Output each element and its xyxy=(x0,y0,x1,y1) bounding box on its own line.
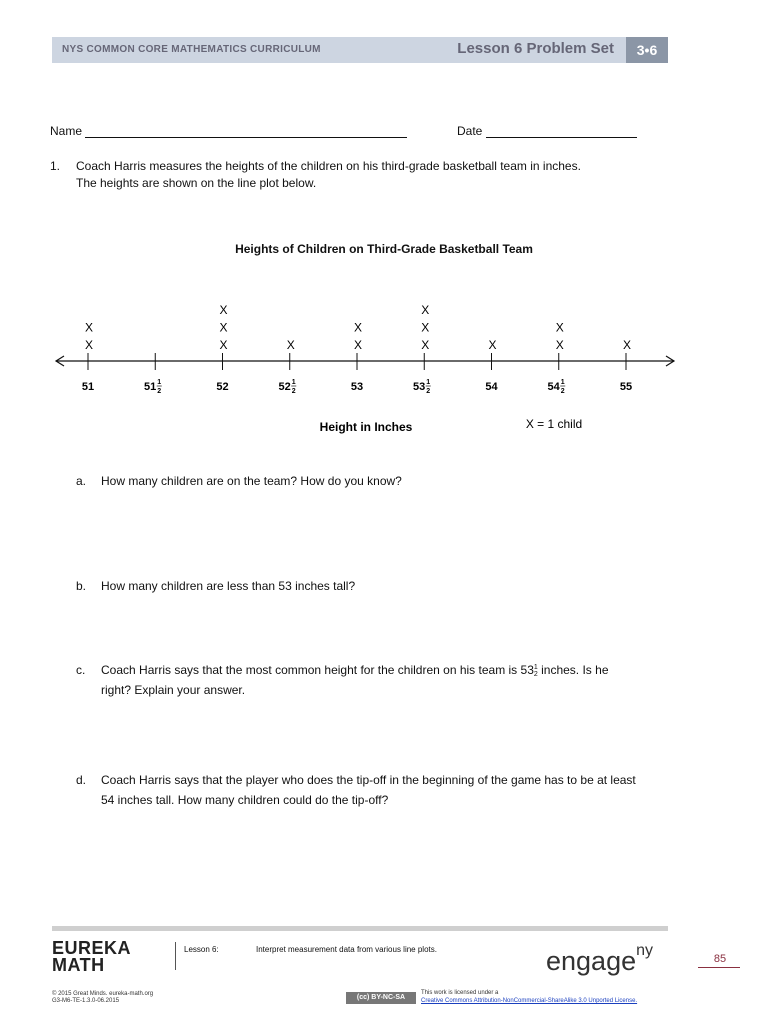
date-line[interactable] xyxy=(486,125,637,138)
data-point-x-mark: X xyxy=(555,338,564,352)
brand-sup: ny xyxy=(636,942,654,959)
part-text-line2: 54 inches tall. How many children could do the tip-off? xyxy=(101,793,389,807)
part-text: How many children are less than 53 inches tall? xyxy=(101,579,356,593)
cc-license-badge: (cc) BY-NC-SA xyxy=(346,992,416,1004)
date-field[interactable] xyxy=(457,124,637,138)
name-label: Name xyxy=(50,124,83,138)
data-point-x-mark: X xyxy=(286,338,295,352)
name-field[interactable] xyxy=(50,124,407,138)
tick-fraction-denominator: 2 xyxy=(291,388,296,395)
tick-fraction-numerator: 1 xyxy=(157,379,162,386)
engageny-logo xyxy=(546,942,654,977)
tick-label: 51 xyxy=(144,381,157,393)
legend-key: X = 1 child xyxy=(525,417,583,431)
data-point-x-mark: X xyxy=(84,320,94,335)
question-text-line2: The heights are shown on the line plot below. xyxy=(76,176,317,190)
footer-divider xyxy=(52,926,668,931)
data-point-x-mark: X xyxy=(421,338,430,352)
name-line[interactable] xyxy=(85,125,407,138)
question-text-line1: Coach Harris measures the heights of the children on his third-grade basketball team in inches. xyxy=(76,159,581,173)
tick-label: 51 xyxy=(81,381,95,393)
copyright: © 2015 Great Minds. eureka-math.org xyxy=(52,991,154,997)
lesson-title: Lesson 6 Problem Set xyxy=(457,40,614,57)
page-number: 85 xyxy=(713,953,727,965)
brand-text: engage xyxy=(546,946,637,976)
tick-label: 53 xyxy=(350,381,364,393)
line-plot xyxy=(0,290,768,440)
data-point-x-mark: X xyxy=(84,338,94,352)
data-point-x-mark: X xyxy=(421,320,430,335)
tick-label: 53 xyxy=(413,381,426,393)
logo-line2: MATH xyxy=(52,955,105,975)
chart-title: Heights of Children on Third-Grade Basketball Team xyxy=(235,242,533,256)
part-label: b. xyxy=(76,579,87,593)
data-point-x-mark: X xyxy=(219,338,228,352)
part-text xyxy=(101,660,701,700)
part-label: c. xyxy=(76,663,86,677)
question-number: 1. xyxy=(50,159,61,173)
tick-fraction-numerator: 1 xyxy=(560,379,565,386)
part-text: How many children are on the team? How do you know? xyxy=(101,474,402,488)
data-point-x-mark: X xyxy=(488,338,497,352)
part-label: d. xyxy=(76,773,87,787)
license-text: This work is licensed under a xyxy=(421,990,499,996)
tick-label: 54 xyxy=(547,381,560,393)
eureka-math-logo xyxy=(52,940,131,974)
part-text-after: inches. Is he xyxy=(537,663,609,677)
tick-fraction-denominator: 2 xyxy=(157,388,162,395)
part-text-before: Coach Harris says that the most common height for the children on his team is 53 xyxy=(101,663,534,677)
tick-fraction-numerator: 1 xyxy=(291,379,296,386)
page-header xyxy=(52,37,668,63)
footer-lesson: Lesson 6: xyxy=(184,945,219,954)
part-text-line2: right? Explain your answer. xyxy=(101,683,246,697)
module-badge: 3•6 xyxy=(626,37,668,63)
data-point-x-mark: X xyxy=(219,303,228,317)
tick-fraction-denominator: 2 xyxy=(426,388,431,395)
footer-separator xyxy=(175,942,176,970)
tick-fraction-denominator: 2 xyxy=(560,388,565,395)
data-point-x-mark: X xyxy=(353,338,363,352)
footer-description: Interpret measurement data from various line plots. xyxy=(256,945,437,954)
tick-label: 54 xyxy=(485,381,498,393)
date-label: Date xyxy=(457,124,483,138)
part-text xyxy=(101,770,701,810)
x-axis-label: Height in Inches xyxy=(319,420,413,434)
data-point-x-mark: X xyxy=(555,320,564,335)
question-text xyxy=(76,158,676,192)
tick-label: 55 xyxy=(619,381,633,393)
tick-label: 52 xyxy=(278,381,291,393)
data-point-x-mark: X xyxy=(219,320,228,335)
logo-line1: EUREKA xyxy=(52,938,132,958)
tick-label: 52 xyxy=(216,381,229,393)
curriculum-title: NYS COMMON CORE MATHEMATICS CURRICULUM xyxy=(62,44,321,55)
data-point-x-mark: X xyxy=(353,320,363,335)
fraction-denominator: 2 xyxy=(533,670,538,678)
document-code: G3-M6-TE-1.3.0-06.2015 xyxy=(52,998,120,1004)
part-text-line1: Coach Harris says that the player who does the tip-off in the beginning of the game has to be at least xyxy=(101,773,636,787)
data-point-x-mark: X xyxy=(622,338,632,352)
license-link[interactable]: Creative Commons Attribution-NonCommercial-ShareAlike 3.0 Unported License. xyxy=(421,998,638,1004)
data-point-x-mark: X xyxy=(421,303,430,317)
fraction-numerator: 1 xyxy=(533,663,538,671)
page-number-underline xyxy=(698,967,740,968)
tick-fraction-numerator: 1 xyxy=(426,379,431,386)
part-label: a. xyxy=(76,474,87,488)
